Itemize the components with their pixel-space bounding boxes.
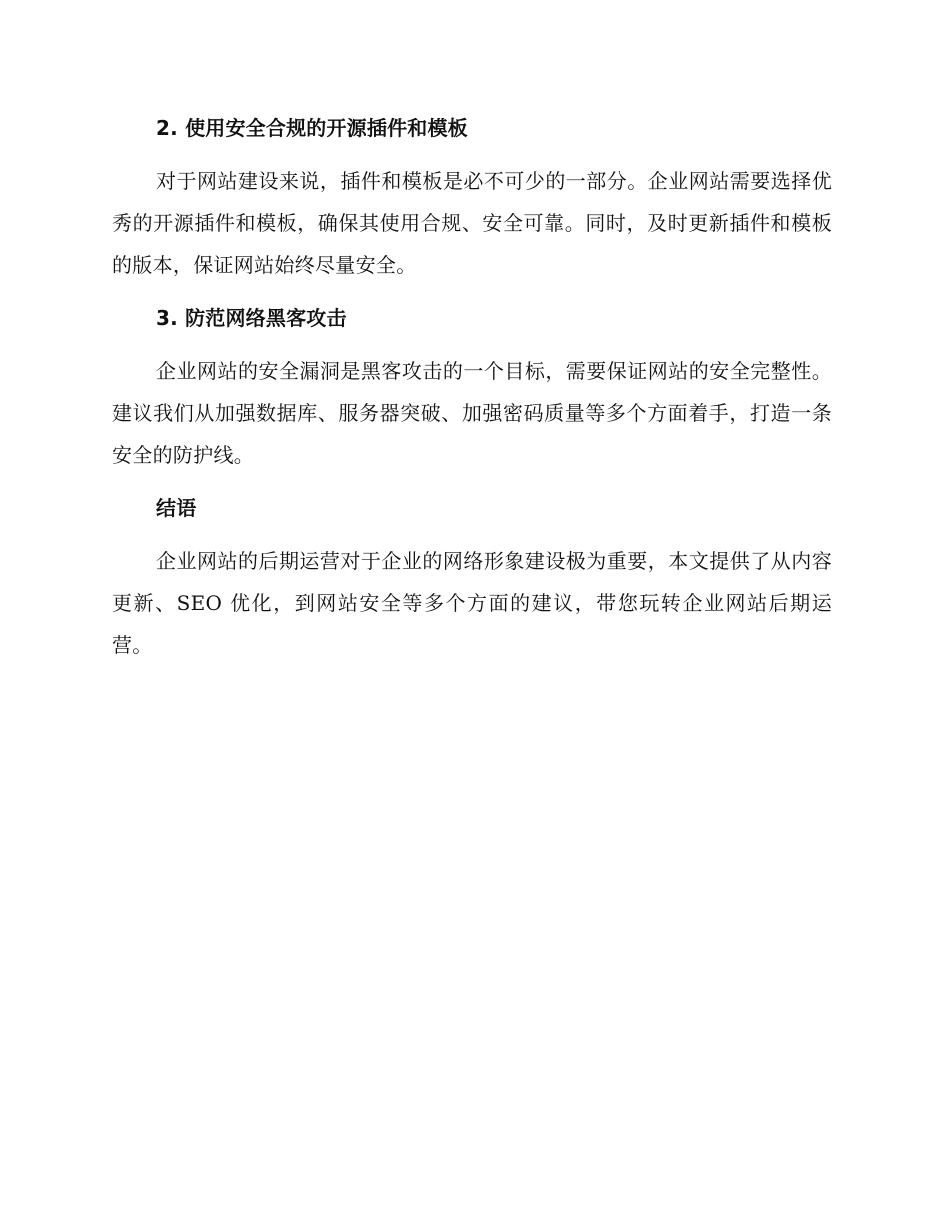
- section-paragraph: 企业网站的安全漏洞是黑客攻击的一个目标，需要保证网站的安全完整性。建议我们从加强数据库、服务器突破、加强密码质量等多个方面着手，打造一条安全的防护线。: [112, 359, 832, 467]
- section-paragraph: 对于网站建设来说，插件和模板是必不可少的一部分。企业网站需要选择优秀的开源插件和模板，确保其使用合规、安全可靠。同时，及时更新插件和模板的版本，保证网站始终尽量安全。: [112, 169, 832, 277]
- section-heading: 2. 使用安全合规的开源插件和模板: [156, 116, 468, 140]
- document-body: [112, 108, 832, 666]
- conclusion-heading: 结语: [156, 496, 197, 520]
- conclusion-paragraph: 企业网站的后期运营对于企业的网络形象建设极为重要，本文提供了从内容更新、SEO 优化，到网站安全等多个方面的建议，带您玩转企业网站后期运营。: [112, 549, 832, 657]
- section-heading: 3. 防范网络黑客攻击: [156, 306, 347, 330]
